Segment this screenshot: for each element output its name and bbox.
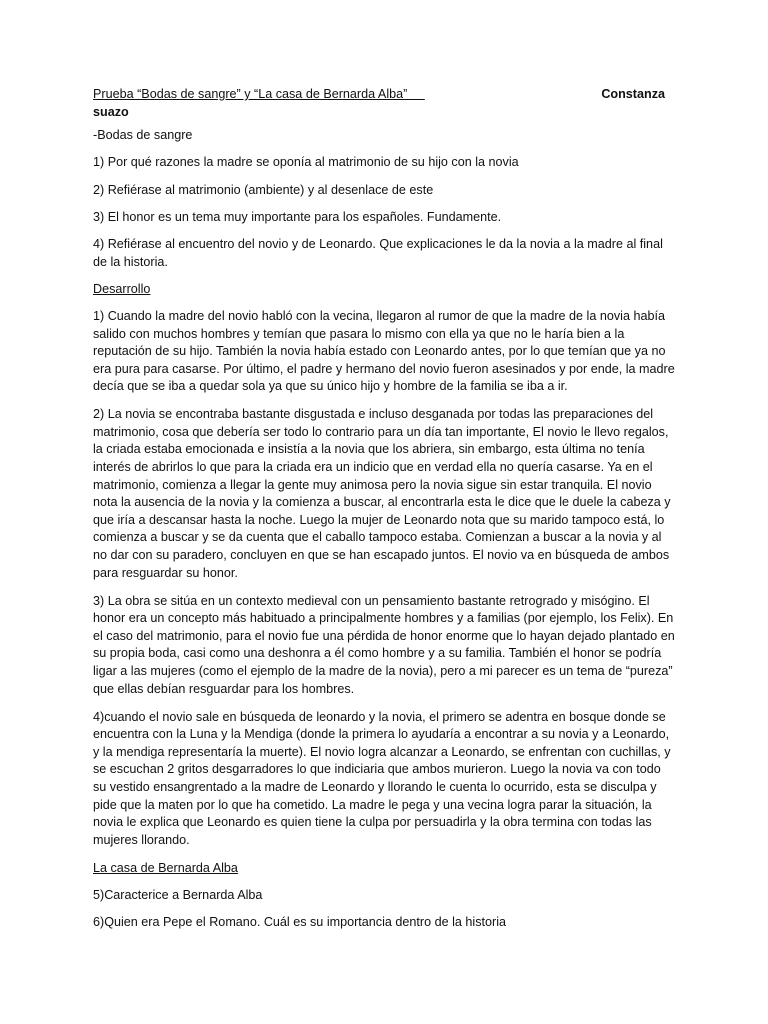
author-last-name: suazo — [93, 104, 129, 119]
desarrollo-heading: Desarrollo — [93, 281, 151, 296]
question-1: 1) Por qué razones la madre se oponía al matrimonio de su hijo con la novia — [93, 155, 519, 170]
question-4: 4) Refiérase al encuentro del novio y de Leonardo. Que explicaciones le da la novia a la madre al final de la historia. — [93, 236, 663, 269]
question-3: 3) El honor es un tema muy importante para los españoles. Fundamente. — [93, 209, 502, 224]
document-title: Prueba “Bodas de sangre” y “La casa de Bernarda Alba” — [93, 87, 425, 101]
question-2: 2) Refiérase al matrimonio (ambiente) y al desenlace de este — [93, 182, 434, 197]
answer-4: 4)cuando el novio sale en búsqueda de leonardo y la novia, el primero se adentra en bosque donde se encuentra con la Luna y la Mendiga (donde la primera lo ayudaría a encontrar a su novia y a Leonardo, y la mendiga representaría la muerte). El novio logra alcanzar a Leonardo, se enfrentan con cuchillas, y se escuchan 2 gritos desgarradores lo que indiciaria que ambos murieron. Luego la novia va con todo su vestido ensangrentado a la madre de Leonardo y llorando le cuenta lo ocurrido, esta se disculpa y pide que la maten por lo que ha cometido. La madre le pega y una vecina logra parar la situación, la novia le explica que Leonardo es quien tiene la culpa por persuadirla y la obra termina con todas las mujeres llorando. — [93, 709, 671, 847]
answer-3: 3) La obra se sitúa en un contexto medieval con un pensamiento bastante retrogrado y misógino. El honor era un concepto más habituado a principalmente hombres y a familias (por ejemplo, los Felix). En el caso del matrimonio, para el novio fue una pérdida de honor enorme que lo hayan dejado plantado en su propia boda, casi como una deshonra a él como hombre y a su familia. También el honor se podría ligar a las mujeres (como el ejemplo de la madre de la novia), pero a mi parecer es un tema de “pureza” que ellas debían resguardar para los hombres. — [93, 593, 675, 696]
document-page — [93, 86, 675, 941]
author-first-name: Constanza — [601, 87, 665, 101]
answer-1: 1) Cuando la madre del novio habló con la vecina, llegaron al rumor de que la madre de la novia había salido con muchos hombres y temían que pasara lo mismo con ella ya que no le haría bien a la reputación de su hijo. También la novia había estado con Leonardo antes, por lo que temían que ya no era pura para casarse. Por último, el padre y hermano del novio fueron asesinados y por ende, la madre decía que se iba a quedar sola ya que su único hijo y hombre de la familia se iba a ir. — [93, 308, 675, 394]
bodas-heading: -Bodas de sangre — [93, 128, 193, 143]
question-5: 5)Caracterice a Bernarda Alba — [93, 887, 263, 902]
question-6: 6)Quien era Pepe el Romano. Cuál es su importancia dentro de la historia — [93, 915, 507, 930]
bernarda-heading: La casa de Bernarda Alba — [93, 860, 238, 875]
answer-2: 2) La novia se encontraba bastante disgustada e incluso desganada por todas las preparaciones del matrimonio, cosa que debería ser todo lo contrario para un día tan importante, El novio le llevo regalos, la criada estaba emocionada e insistía a la novia que los abriera, sin embargo, esta última no tenía interés de abrirlos lo que para la criada era un indicio que en verdad ella no quería casarse. Ya en el matrimonio, comienza a llegar la gente muy animosa pero la novia sigue sin estar tranquila. El novio nota la ausencia de la novia y la comienza a buscar, al encontrarla esta le dice que le duele la cabeza y que iría a descansar hasta la noche. Luego la mujer de Leonardo nota que su marido tampoco está, lo comienza a buscar y se da cuenta que el caballo tampoco estaba. Comienzan a buscar a la novia y al no dar con su paradero, concluyen en que se han escapado juntos. El novio va en búsqueda de ambos para resguardar su honor. — [93, 407, 671, 580]
document-header — [93, 86, 675, 104]
